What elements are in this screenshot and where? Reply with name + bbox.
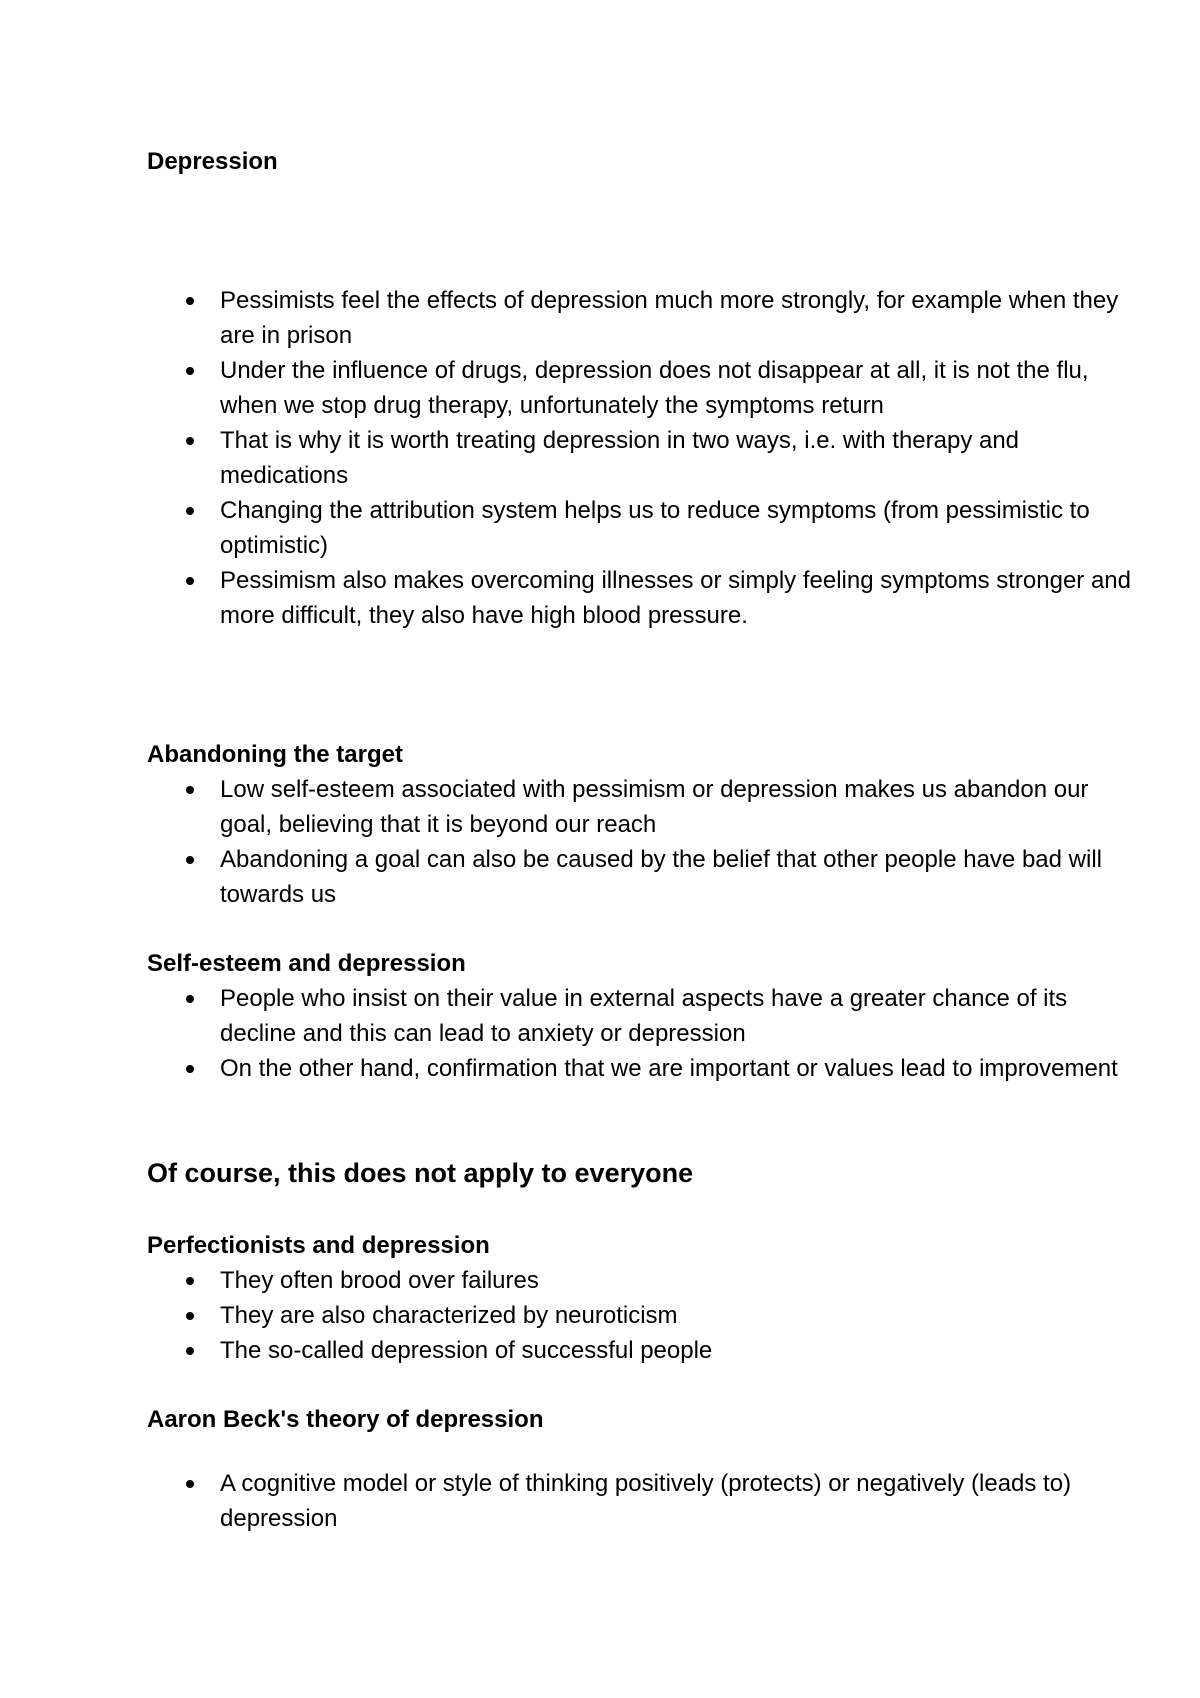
self-esteem-bullet-list <box>147 981 1140 1086</box>
list-item: Low self-esteem associated with pessimism or depression makes us abandon our goal, believing that it is beyond our reach <box>220 772 1140 842</box>
list-item: A cognitive model or style of thinking positively (protects) or negatively (leads to) depression <box>220 1466 1140 1536</box>
list-item: On the other hand, confirmation that we are important or values lead to improvement <box>220 1051 1140 1086</box>
list-item: Under the influence of drugs, depression does not disappear at all, it is not the flu, when we stop drug therapy, unfortunately the symptoms return <box>220 353 1140 423</box>
list-item: Changing the attribution system helps us to reduce symptoms (from pessimistic to optimistic) <box>220 493 1140 563</box>
section-heading-beck: Aaron Beck's theory of depression <box>147 1406 544 1433</box>
section-heading-self-esteem: Self-esteem and depression <box>147 950 466 977</box>
list-item: Pessimism also makes overcoming illnesses or simply feeling symptoms stronger and more difficult, they also have high blood pressure. <box>220 563 1140 633</box>
section-heading-perfectionists: Perfectionists and depression <box>147 1232 490 1259</box>
abandoning-bullet-list <box>147 772 1140 912</box>
list-item: That is why it is worth treating depression in two ways, i.e. with therapy and medications <box>220 423 1140 493</box>
intro-bullet-list <box>147 283 1140 633</box>
list-item: People who insist on their value in external aspects have a greater chance of its decline and this can lead to anxiety or depression <box>220 981 1140 1051</box>
page-title: Depression <box>147 148 278 175</box>
list-item: They are also characterized by neuroticism <box>220 1298 1140 1333</box>
list-item: Pessimists feel the effects of depression much more strongly, for example when they are in prison <box>220 283 1140 353</box>
perfectionists-bullet-list <box>147 1263 1140 1368</box>
section-heading-abandoning: Abandoning the target <box>147 741 403 768</box>
list-item: Abandoning a goal can also be caused by the belief that other people have bad will towards us <box>220 842 1140 912</box>
list-item: The so-called depression of successful people <box>220 1333 1140 1368</box>
beck-bullet-list <box>147 1466 1140 1536</box>
list-item: They often brood over failures <box>220 1263 1140 1298</box>
section-heading-of-course: Of course, this does not apply to everyone <box>147 1158 694 1188</box>
